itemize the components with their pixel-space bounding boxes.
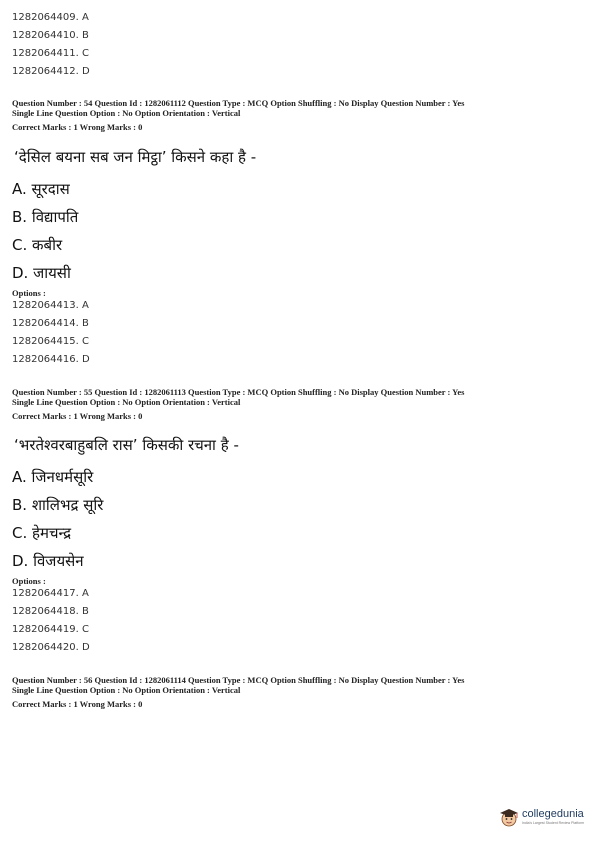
question-meta-line2: Single Line Question Option : No Option Orientation : Vertical [12, 685, 241, 695]
option-id: 1282064415. C [12, 336, 89, 347]
choice-a: A. जिनधर्मसूरि [12, 468, 94, 486]
option-id: 1282064411. C [12, 48, 89, 59]
option-id: 1282064412. D [12, 66, 90, 77]
question-marks: Correct Marks : 1 Wrong Marks : 0 [12, 699, 143, 709]
question-meta: Question Number : 55 Question Id : 1282061113 Question Type : MCQ Option Shuffling : No Display Question Number : Yes [12, 387, 465, 397]
question-meta-line2: Single Line Question Option : No Option Orientation : Vertical [12, 397, 241, 407]
option-id: 1282064417. A [12, 588, 89, 599]
option-id: 1282064418. B [12, 606, 89, 617]
question-meta-line2: Single Line Question Option : No Option Orientation : Vertical [12, 108, 241, 118]
logo-name: collegedunia [522, 808, 584, 820]
option-id: 1282064409. A [12, 12, 89, 23]
choice-b: B. विद्यापति [12, 208, 79, 226]
choice-b: B. शालिभद्र सूरि [12, 496, 104, 514]
option-id: 1282064413. A [12, 300, 89, 311]
question-marks: Correct Marks : 1 Wrong Marks : 0 [12, 122, 143, 132]
question-meta: Question Number : 54 Question Id : 1282061112 Question Type : MCQ Option Shuffling : No Display Question Number : Yes [12, 98, 465, 108]
options-label: Options : [12, 576, 46, 586]
logo-tagline: India's Largest Student Review Platform [522, 821, 585, 825]
choice-c: C. हेमचन्द्र [12, 524, 72, 542]
question-text: ‘देसिल बयना सब जन मिट्ठा’ किसने कहा है - [14, 148, 257, 166]
options-label: Options : [12, 288, 46, 298]
choice-d: D. जायसी [12, 264, 71, 282]
graduate-mascot-icon [498, 806, 520, 828]
choice-a: A. सूरदास [12, 180, 70, 198]
option-id: 1282064410. B [12, 30, 89, 41]
option-id: 1282064416. D [12, 354, 90, 365]
option-id: 1282064419. C [12, 624, 89, 635]
collegedunia-logo [498, 806, 590, 832]
question-text: ‘भरतेश्वरबाहुबलि रास’ किसकी रचना है - [14, 436, 239, 454]
option-id: 1282064414. B [12, 318, 89, 329]
choice-c: C. कबीर [12, 236, 63, 254]
question-meta: Question Number : 56 Question Id : 1282061114 Question Type : MCQ Option Shuffling : No Display Question Number : Yes [12, 675, 465, 685]
question-marks: Correct Marks : 1 Wrong Marks : 0 [12, 411, 143, 421]
choice-d: D. विजयसेन [12, 552, 84, 570]
option-id: 1282064420. D [12, 642, 90, 653]
